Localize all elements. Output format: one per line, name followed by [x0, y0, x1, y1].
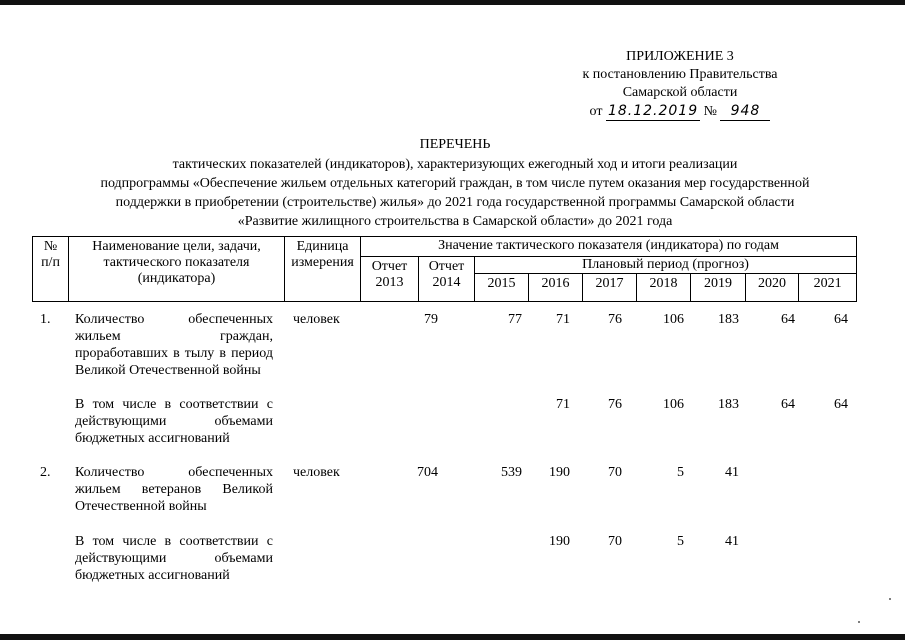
row-num: 2. [40, 465, 51, 480]
value-2018: 106 [663, 397, 684, 412]
header-unit: Единица измерения [285, 237, 361, 302]
value-2017: 70 [608, 534, 622, 549]
header-name: Наименование цели, задачи, тактического показателя (индикатора) [69, 237, 285, 302]
scan-speck [889, 598, 891, 600]
row-name: В том числе в соответствии с действующими объемами бюджетных ассигнований [75, 534, 273, 583]
value-2019: 41 [725, 534, 739, 549]
header-num: № п/п [33, 237, 69, 302]
header-values: Значение тактического показателя (индикатора) по годам [361, 237, 857, 257]
document-subtitle [60, 155, 850, 231]
header-year: 2017 [583, 274, 637, 302]
appendix-block [550, 48, 810, 121]
header-plan-period: Плановый период (прогноз) [475, 257, 857, 274]
appendix-date: 18.12.2019 [607, 103, 699, 119]
scan-border-top [0, 0, 905, 5]
row-name: В том числе в соответствии с действующими объемами бюджетных ассигнований [75, 397, 273, 446]
appendix-date-line [550, 102, 810, 121]
scan-border-bottom [0, 634, 905, 640]
value-2019: 183 [718, 397, 739, 412]
value-2017: 70 [608, 465, 622, 480]
subtitle-line-1: тактических показателей (индикаторов), характеризующих ежегодный ход и итоги реализации [172, 157, 738, 172]
value-2017: 76 [608, 397, 622, 412]
header-year: 2018 [637, 274, 691, 302]
subtitle-line-4: «Развитие жилищного строительства в Самарской области» до 2021 года [237, 214, 673, 229]
subtitle-line-2: подпрограммы «Обеспечение жильем отдельных категорий граждан, в том числе путем оказания мер государственной [100, 176, 810, 191]
row-num: 1. [40, 312, 51, 327]
value-2014: 79 [424, 312, 438, 327]
indicator-table-header [32, 236, 857, 302]
appendix-label: ПРИЛОЖЕНИЕ 3 [626, 49, 734, 64]
appendix-from: от [589, 104, 603, 119]
value-2019: 183 [718, 312, 739, 327]
row-name: Количество обеспеченных жильем граждан, проработавших в тылу в период Великой Отечественной войны [75, 312, 273, 378]
value-2018: 5 [677, 534, 684, 549]
header-year: 2016 [529, 274, 583, 302]
header-report-2013: Отчет 2013 [361, 257, 419, 302]
appendix-no-sign: № [703, 104, 717, 119]
header-year: 2019 [691, 274, 746, 302]
value-2021: 64 [834, 397, 848, 412]
header-report-2014: Отчет 2014 [419, 257, 475, 302]
value-2020: 64 [781, 397, 795, 412]
document-heading: ПЕРЕЧЕНЬ [419, 137, 491, 152]
value-2016: 190 [549, 465, 570, 480]
value-2018: 106 [663, 312, 684, 327]
value-2018: 5 [677, 465, 684, 480]
value-2021: 64 [834, 312, 848, 327]
header-year: 2015 [475, 274, 529, 302]
value-2016: 190 [549, 534, 570, 549]
value-2016: 71 [556, 397, 570, 412]
appendix-number: 948 [720, 102, 770, 121]
row-unit: человек [293, 465, 340, 480]
row-name: Количество обеспеченных жильем ветеранов Великой Отечественной войны [75, 465, 273, 514]
value-2019: 41 [725, 465, 739, 480]
value-2015: 539 [501, 465, 522, 480]
value-2014: 704 [417, 465, 438, 480]
value-2020: 64 [781, 312, 795, 327]
appendix-line2: к постановлению Правительства [582, 67, 778, 82]
value-2015: 77 [508, 312, 522, 327]
value-2016: 71 [556, 312, 570, 327]
appendix-line3: Самарской области [622, 85, 738, 100]
value-2017: 76 [608, 312, 622, 327]
header-year: 2020 [746, 274, 799, 302]
subtitle-line-3: поддержки в приобретении (строительстве) жилья» до 2021 года государственной программы Самарской области [115, 195, 795, 210]
scan-speck [858, 621, 860, 623]
header-year: 2021 [799, 274, 857, 302]
row-unit: человек [293, 312, 340, 327]
